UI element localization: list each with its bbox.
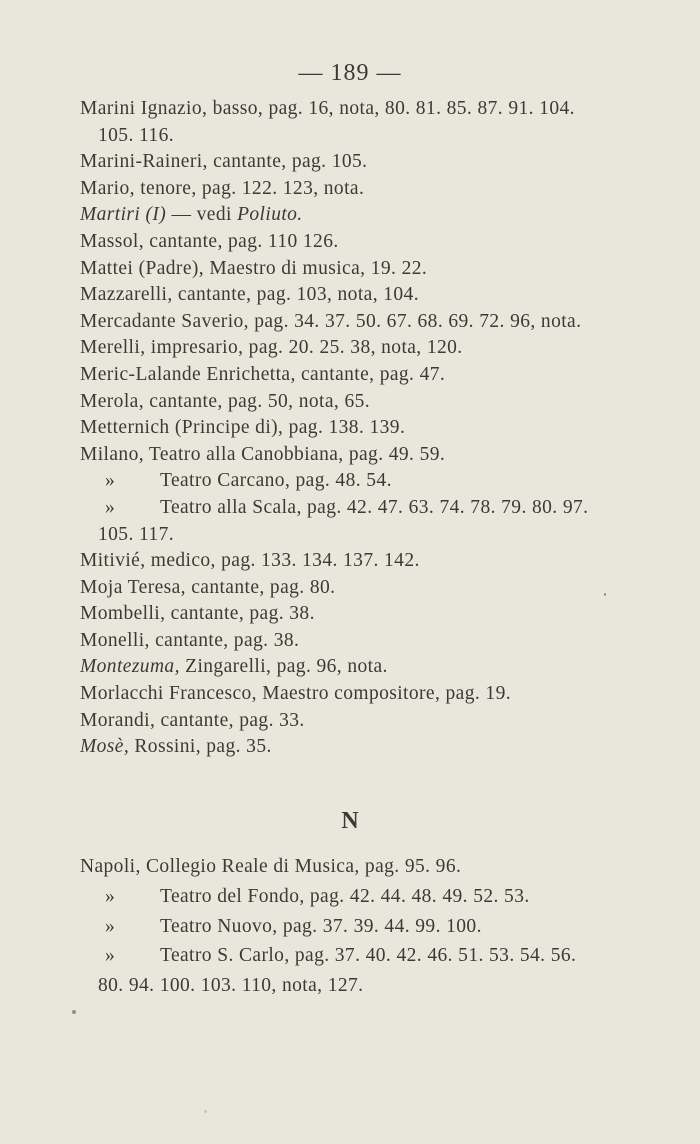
index-subentry: » Teatro S. Carlo, pag. 37. 40. 42. 46. 51. 53. 54. 56. 80. 94. 100. 103. 110, nota, 127. <box>80 941 600 1001</box>
index-entry: Marini-Raineri, cantante, pag. 105. <box>80 151 368 173</box>
ditto-mark: » <box>105 470 116 492</box>
index-entries-m <box>80 96 600 761</box>
ditto-mark: » <box>105 885 116 907</box>
index-entry: Morlacchi Francesco, Maestro compositore, pag. 19. <box>80 683 512 705</box>
index-entry: Mitivié, medico, pag. 133. 134. 137. 142. <box>80 550 420 572</box>
index-entry: Napoli, Collegio Reale di Musica, pag. 95. 96. <box>80 856 462 877</box>
index-entry: Mazzarelli, cantante, pag. 103, nota, 104. <box>80 284 419 306</box>
index-entry: Morandi, cantante, pag. 33. <box>80 709 305 731</box>
index-subentry: » Teatro Carcano, pag. 48. 54. <box>80 468 600 495</box>
paper-speck <box>204 1110 207 1113</box>
index-entry: Milano, Teatro alla Canobbiana, pag. 49. 59. <box>80 443 446 465</box>
page-number: — 189 — <box>298 60 402 86</box>
index-subentry: » Teatro alla Scala, pag. 42. 47. 63. 74. 78. 79. 80. 97. 105. 117. <box>80 495 600 548</box>
paper-speck <box>72 1010 76 1014</box>
index-entry: Merelli, impresario, pag. 20. 25. 38, nota, 120. <box>80 337 463 359</box>
index-entry: Merola, cantante, pag. 50, nota, 65. <box>80 390 371 412</box>
section-letter: N <box>341 808 359 834</box>
index-entry: Massol, cantante, pag. 110 126. <box>80 230 339 252</box>
ditto-mark: » <box>105 496 116 518</box>
index-entry: Mattei (Padre), Maestro di musica, 19. 22. <box>80 257 428 279</box>
index-subentry: » Teatro Nuovo, pag. 37. 39. 44. 99. 100. <box>80 912 600 942</box>
index-entry: Mombelli, cantante, pag. 38. <box>80 603 315 625</box>
ditto-mark: » <box>105 915 116 937</box>
paper-speck <box>604 593 606 596</box>
index-entry: Mercadante Saverio, pag. 34. 37. 50. 67. 68. 69. 72. 96, nota. <box>80 310 582 332</box>
index-entry: Meric-Lalande Enrichetta, cantante, pag. 47. <box>80 363 446 385</box>
index-entry: Monelli, cantante, pag. 38. <box>80 629 300 651</box>
index-entry: Moja Teresa, cantante, pag. 80. <box>80 576 336 598</box>
index-entry: Metternich (Principe di), pag. 138. 139. <box>80 417 406 439</box>
index-entries-n <box>80 852 600 1001</box>
ditto-mark: » <box>105 945 116 967</box>
index-entry: Montezuma, Zingarelli, pag. 96, nota. <box>80 656 388 678</box>
index-entry: Mosè, Rossini, pag. 35. <box>80 736 272 758</box>
index-subentry: » Teatro del Fondo, pag. 42. 44. 48. 49. 52. 53. <box>80 882 600 912</box>
index-entry: Mario, tenore, pag. 122. 123, nota. <box>80 177 365 199</box>
index-entry: Marini Ignazio, basso, pag. 16, nota, 80. 81. 85. 87. 91. 104. 105. 116. <box>80 98 575 146</box>
index-entry: Martiri (I) — vedi Poliuto. <box>80 204 303 226</box>
